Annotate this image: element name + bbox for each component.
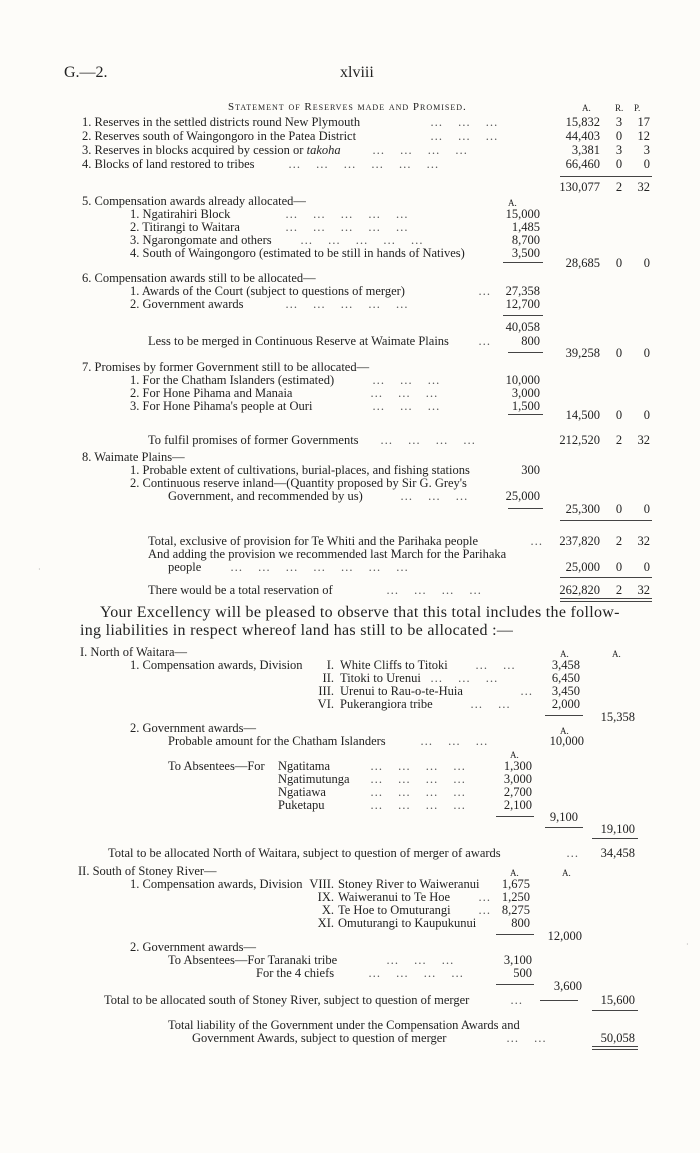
total-exclusive-acres: 237,820: [559, 534, 600, 548]
item-1-roods: 3: [615, 115, 623, 129]
s8-row-2-cont: Government, and recommended by us): [168, 489, 363, 503]
rule: [508, 508, 543, 509]
s5-row-2: 2. Titirangi to Waitara: [130, 220, 240, 234]
fulfil-roods: 2: [615, 433, 623, 447]
unit-acres: A.: [510, 868, 519, 878]
leader-dots: … … …: [372, 399, 446, 413]
unit-acres: A.: [560, 649, 569, 659]
page-number: xlviii: [340, 64, 374, 81]
col-perches: P.: [634, 103, 641, 113]
unit-acres: A.: [560, 726, 569, 736]
leader-dots: … … …: [400, 489, 474, 503]
s6-total-perches: 0: [643, 346, 650, 360]
north-div-2: II.: [322, 671, 334, 685]
rule: [560, 577, 652, 578]
item-3-acres: 3,381: [571, 143, 600, 157]
leader-dots: … … … …: [370, 798, 472, 812]
rule: [560, 601, 652, 602]
leader-dots: … … … …: [372, 143, 474, 157]
leader-dots: … … …: [370, 386, 444, 400]
s7-row-1-acres: 10,000: [505, 373, 540, 387]
adding-acres: 25,000: [565, 560, 600, 574]
leader-dots: … … …: [430, 671, 504, 685]
leader-dots: … … …: [386, 953, 460, 967]
item-3-roods: 3: [615, 143, 623, 157]
south-div-2-acres: 1,250: [501, 890, 530, 904]
leader-dots: …: [478, 890, 497, 904]
south-div-2-label: Waiweranui to Te Hoe: [338, 890, 451, 904]
liability-acres: 50,058: [600, 1031, 635, 1045]
rule: [496, 934, 534, 935]
absentee-4: Puketapu: [278, 798, 325, 812]
north-div-2-acres: 6,450: [551, 671, 580, 685]
leader-dots: … … … …: [370, 785, 472, 799]
rule: [503, 262, 543, 263]
s8-total-roods: 0: [615, 502, 623, 516]
grand-total-acres: 262,820: [559, 583, 600, 597]
s7-row-2-acres: 3,000: [511, 386, 540, 400]
s5-row-3: 3. Ngarongomate and others: [130, 233, 272, 247]
s8-row-1-acres: 300: [521, 463, 540, 477]
unit-acres: A.: [510, 750, 519, 760]
s5-row-1: 1. Ngatirahiri Block: [130, 207, 231, 221]
grand-total-perches: 32: [637, 583, 650, 597]
unit-acres: A.: [612, 649, 621, 659]
taranaki-acres: 3,100: [503, 953, 532, 967]
absentee-3-acres: 2,700: [503, 785, 532, 799]
adding-label-cont: people: [168, 560, 202, 574]
section-8-heading: 8. Waimate Plains—: [82, 450, 185, 464]
s8-total-acres: 25,300: [565, 502, 600, 516]
item-2-perches: 12: [637, 129, 650, 143]
leader-dots: … … … … …: [285, 297, 414, 311]
rule: [592, 838, 638, 839]
section-6-heading: 6. Compensation awards still to be allocated—: [82, 271, 316, 285]
section-5-heading: 5. Compensation awards already allocated—: [82, 194, 306, 208]
chatham-label: Probable amount for the Chatham Islanders: [168, 734, 386, 748]
north-total-label: Total to be allocated North of Waitara, subject to question of merger of awards: [108, 846, 501, 860]
paragraph-line-2: ing liabilities in respect whereof land has still to be allocated :—: [80, 622, 514, 639]
north-div-3: III.: [318, 684, 334, 698]
stray-mark: ·: [686, 940, 689, 949]
item-4-perches: 0: [643, 157, 650, 171]
north-heading: I. North of Waitara—: [80, 645, 188, 659]
s7-total-roods: 0: [615, 408, 623, 422]
s7-row-3-acres: 1,500: [511, 399, 540, 413]
s8-total-perches: 0: [643, 502, 650, 516]
col-roods: R.: [615, 103, 624, 113]
item-2-roods: 0: [615, 129, 623, 143]
leader-dots: … … … …: [370, 759, 472, 773]
s7-row-2: 2. For Hone Pihama and Manaia: [130, 386, 293, 400]
leader-dots: … … …: [430, 129, 504, 143]
chiefs-label: For the 4 chiefs: [256, 966, 335, 980]
s5-row-4-acres: 3,500: [511, 246, 540, 260]
north-comp-total: 15,358: [600, 710, 635, 724]
leader-dots: …: [520, 684, 539, 698]
s6-row-1-acres: 27,358: [505, 284, 540, 298]
s6-total-acres: 39,258: [565, 346, 600, 360]
rule: [545, 827, 583, 828]
s5-row-1-acres: 15,000: [505, 207, 540, 221]
item-4-acres: 66,460: [565, 157, 600, 171]
adding-perches: 0: [643, 560, 650, 574]
leader-dots: … … … …: [380, 433, 482, 447]
south-div-4: XI.: [317, 916, 334, 930]
s8-row-2: 2. Continuous reserve inland—(Quantity proposed by Sir G. Grey's: [130, 476, 467, 490]
north-gov-total: 19,100: [600, 822, 635, 836]
item-3-perches: 3: [643, 143, 650, 157]
rule: [592, 1046, 638, 1047]
taranaki-label: To Absentees—For Taranaki tribe: [168, 953, 338, 967]
south-comp-total: 12,000: [547, 929, 582, 943]
south-div-2: IX.: [317, 890, 334, 904]
s7-total-acres: 14,500: [565, 408, 600, 422]
s8-row-2-acres: 25,000: [505, 489, 540, 503]
grand-total-label: There would be a total reservation of: [148, 583, 333, 597]
s5-total-acres: 28,685: [565, 256, 600, 270]
item-1: 1. Reserves in the settled districts round New Plymouth: [82, 115, 361, 129]
section-7-heading: 7. Promises by former Government still to be allocated—: [82, 360, 370, 374]
north-div-1-label: White Cliffs to Titoki: [340, 658, 448, 672]
rule: [545, 715, 583, 716]
item-1-acres: 15,832: [565, 115, 600, 129]
leader-dots: … … … … …: [300, 233, 429, 247]
s8-row-1: 1. Probable extent of cultivations, burial-places, and fishing stations: [130, 463, 470, 477]
south-heading: II. South of Stoney River—: [78, 864, 217, 878]
south-div-3-label: Te Hoe to Omuturangi: [338, 903, 451, 917]
absentee-3: Ngatiawa: [278, 785, 326, 799]
absentee-2: Ngatimutunga: [278, 772, 350, 786]
leader-dots: … … … …: [386, 583, 488, 597]
s5-row-3-acres: 8,700: [511, 233, 540, 247]
north-comp-label: 1. Compensation awards, Division: [130, 658, 303, 672]
south-total-acres: 15,600: [600, 993, 635, 1007]
chatham-acres: 10,000: [549, 734, 584, 748]
leader-dots: …: [478, 903, 497, 917]
rule: [560, 520, 652, 521]
south-div-3-acres: 8,275: [501, 903, 530, 917]
rule: [560, 598, 652, 599]
subtotal-1-roods: 2: [615, 180, 623, 194]
north-div-1: I.: [326, 658, 334, 672]
leader-dots: … …: [470, 697, 517, 711]
leader-dots: … … …: [420, 734, 494, 748]
absentee-1: Ngatitama: [278, 759, 331, 773]
north-gov-heading: 2. Government awards—: [130, 721, 257, 735]
s5-total-roods: 0: [615, 256, 623, 270]
rule: [503, 315, 543, 316]
s6-row-1: 1. Awards of the Court (subject to questions of merger): [130, 284, 405, 298]
absentees-total: 9,100: [549, 810, 578, 824]
item-2: 2. Reserves south of Waingongoro in the Patea District: [82, 129, 357, 143]
leader-dots: …: [478, 334, 497, 348]
fulfil-acres: 212,520: [559, 433, 600, 447]
item-1-perches: 17: [637, 115, 650, 129]
south-total-label: Total to be allocated south of Stoney River, subject to question of merger: [104, 993, 470, 1007]
rule: [540, 1000, 578, 1001]
item-2-acres: 44,403: [565, 129, 600, 143]
north-div-2-label: Titoki to Urenui: [340, 671, 421, 685]
absentee-1-acres: 1,300: [503, 759, 532, 773]
leader-dots: … … … … … … …: [230, 560, 415, 574]
s6-less-label: Less to be merged in Continuous Reserve at Waimate Plains: [148, 334, 449, 348]
s7-row-1: 1. For the Chatham Islanders (estimated): [130, 373, 335, 387]
south-div-3: X.: [321, 903, 334, 917]
leader-dots: … … … …: [368, 966, 470, 980]
leader-dots: … … … …: [370, 772, 472, 786]
rule: [560, 176, 652, 177]
south-div-1: VIII.: [309, 877, 334, 891]
leader-dots: … … …: [430, 115, 504, 129]
rule: [508, 352, 543, 353]
liability-label-cont: Government Awards, subject to question of merger: [192, 1031, 447, 1045]
liability-label: Total liability of the Government under the Compensation Awards and: [168, 1018, 520, 1032]
total-exclusive-roods: 2: [615, 534, 623, 548]
stray-mark: ·: [38, 565, 41, 574]
leader-dots: … …: [475, 658, 522, 672]
s7-row-3: 3. For Hone Pihama's people at Ouri: [130, 399, 313, 413]
leader-dots: …: [566, 846, 585, 860]
s6-total-roods: 0: [615, 346, 623, 360]
north-div-4: VI.: [317, 697, 334, 711]
fulfil-perches: 32: [637, 433, 650, 447]
s6-less-acres: 800: [521, 334, 540, 348]
leader-dots: … … … … … …: [288, 157, 445, 171]
s6-row-2: 2. Government awards: [130, 297, 244, 311]
rule: [592, 1049, 638, 1050]
north-div-3-acres: 3,450: [551, 684, 580, 698]
col-acres: A.: [582, 103, 591, 113]
rule: [496, 984, 534, 985]
item-4-roods: 0: [615, 157, 623, 171]
leader-dots: …: [530, 534, 549, 548]
rule: [496, 816, 534, 817]
south-gov-total: 3,600: [553, 979, 582, 993]
s5-row-4: 4. South of Waingongoro (estimated to be still in hands of Natives): [130, 246, 465, 260]
s7-total-perches: 0: [643, 408, 650, 422]
leader-dots: … …: [506, 1031, 553, 1045]
south-div-4-acres: 800: [511, 916, 530, 930]
absentees-prefix: To Absentees—For: [168, 759, 265, 773]
s6-sum-acres: 40,058: [505, 320, 540, 334]
absentee-4-acres: 2,100: [503, 798, 532, 812]
s6-row-2-acres: 12,700: [505, 297, 540, 311]
leader-dots: … … … … …: [285, 207, 414, 221]
adding-label: And adding the provision we recommended last March for the Parihaka: [148, 547, 507, 561]
unit-acres: A.: [508, 198, 517, 208]
grand-total-roods: 2: [615, 583, 623, 597]
south-gov-heading: 2. Government awards—: [130, 940, 257, 954]
leader-dots: … … … … …: [285, 220, 414, 234]
leader-dots: … … …: [372, 373, 446, 387]
fulfil-label: To fulfil promises of former Governments: [148, 433, 359, 447]
north-div-4-label: Pukerangiora tribe: [340, 697, 433, 711]
s5-row-2-acres: 1,485: [511, 220, 540, 234]
leader-dots: …: [478, 284, 497, 298]
s5-total-perches: 0: [643, 256, 650, 270]
subtotal-1-acres: 130,077: [559, 180, 600, 194]
north-div-4-acres: 2,000: [551, 697, 580, 711]
adding-roods: 0: [615, 560, 623, 574]
paragraph-line-1: Your Excellency will be pleased to observe that this total includes the follow-: [100, 604, 620, 621]
item-4: 4. Blocks of land restored to tribes: [82, 157, 255, 171]
rule: [592, 1010, 638, 1011]
subtotal-1-perches: 32: [637, 180, 650, 194]
south-div-1-acres: 1,675: [501, 877, 530, 891]
south-div-1-label: Stoney River to Waiweranui: [338, 877, 480, 891]
unit-acres: A.: [562, 868, 571, 878]
leader-dots: …: [510, 993, 529, 1007]
statement-title: Statement of Reserves made and Promised.: [228, 101, 467, 113]
absentee-2-acres: 3,000: [503, 772, 532, 786]
north-div-1-acres: 3,458: [551, 658, 580, 672]
rule: [508, 414, 543, 415]
chiefs-acres: 500: [513, 966, 532, 980]
item-3: 3. Reserves in blocks acquired by cession or takoha: [82, 143, 341, 157]
north-total-acres: 34,458: [600, 846, 635, 860]
south-comp-label: 1. Compensation awards, Division: [130, 877, 303, 891]
south-div-4-label: Omuturangi to Kaupukunui: [338, 916, 477, 930]
north-div-3-label: Urenui to Rau-o-te-Huia: [340, 684, 463, 698]
total-exclusive-perches: 32: [637, 534, 650, 548]
page-reference: G.—2.: [64, 64, 108, 81]
total-exclusive-label: Total, exclusive of provision for Te Whiti and the Parihaka people: [148, 534, 478, 548]
